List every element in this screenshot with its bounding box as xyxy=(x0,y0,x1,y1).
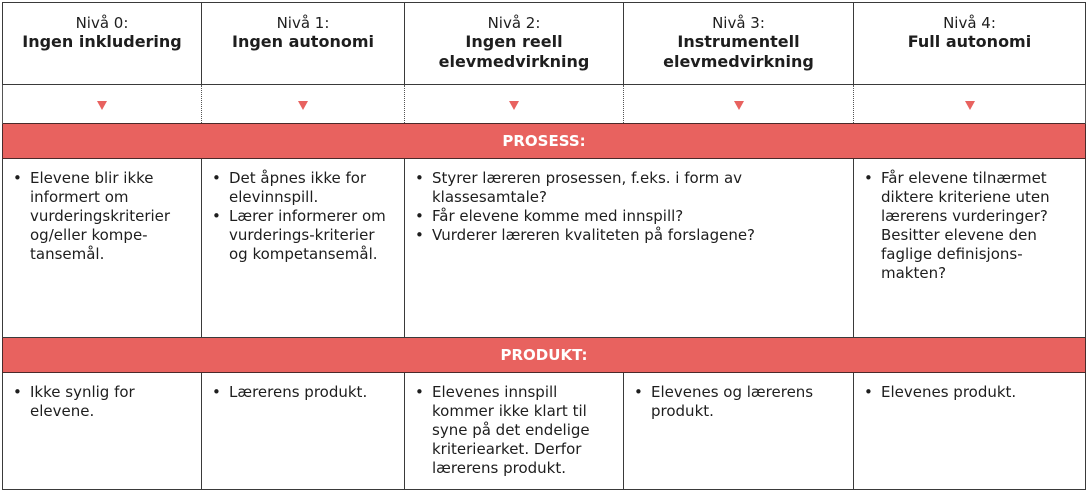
level-0-header xyxy=(3,3,202,85)
product-cell-level-4 xyxy=(854,373,1086,490)
down-triangle-icon xyxy=(97,101,107,110)
bullet-item: • Ikke synlig for elevene. xyxy=(30,383,193,421)
level-title: Ingen inkludering xyxy=(22,32,182,51)
process-cell-level-2-3 xyxy=(405,159,854,338)
bullet-item: • Det åpnes ikke for elevinnspill. xyxy=(229,169,396,207)
down-triangle-icon xyxy=(509,101,519,110)
process-cell-level-4 xyxy=(854,159,1086,338)
process-cell-level-1 xyxy=(202,159,405,338)
level-title: Ingen autonomi xyxy=(232,32,374,51)
level-label: Nivå 1: xyxy=(276,14,330,32)
product-label: PRODUKT: xyxy=(3,338,1086,373)
level-title: Full autonomi xyxy=(907,32,1032,51)
process-band xyxy=(3,124,1086,159)
level-1-header xyxy=(202,3,405,85)
product-cell-level-1 xyxy=(202,373,405,490)
product-row xyxy=(3,373,1086,490)
bullet-item: • Elevenes innspill kommer ikke klart til syne på det endelige kriteriearket. Derfor lærerens produkt. xyxy=(432,383,615,478)
level-3-header xyxy=(624,3,854,85)
arrow-row xyxy=(3,85,1086,124)
level-label: Nivå 2: xyxy=(487,14,541,32)
bullet-item: • Elevenes og lærerens produkt. xyxy=(651,383,845,421)
level-title: Ingen reell elevmedvirkning xyxy=(438,32,590,71)
product-cell-level-3 xyxy=(624,373,854,490)
bullet-item: • Får elevene tilnærmet diktere kriteriene uten lærerens vurderinger? Besitter elevene den faglige definisjons-makten? xyxy=(881,169,1077,283)
bullet-item: • Elevene blir ikke informert om vurderingskriterier og/eller kompe-tansemål. xyxy=(30,169,193,264)
level-4-header xyxy=(854,3,1086,85)
level-2-header xyxy=(405,3,624,85)
process-cell-level-0 xyxy=(3,159,202,338)
process-row xyxy=(3,159,1086,338)
product-cell-level-0 xyxy=(3,373,202,490)
level-label: Nivå 0: xyxy=(75,14,129,32)
header-row xyxy=(3,3,1086,85)
level-label: Nivå 4: xyxy=(943,14,996,32)
level-title: Instrumentell elevmedvirkning xyxy=(663,32,814,71)
levels-table xyxy=(2,2,1086,490)
bullet-item: • Lærer informerer om vurderings-kriterier og kompetansemål. xyxy=(229,207,396,264)
product-band xyxy=(3,338,1086,373)
level-label: Nivå 3: xyxy=(712,14,765,32)
bullet-item: • Lærerens produkt. xyxy=(229,383,396,402)
down-triangle-icon xyxy=(734,101,744,110)
bullet-item: • Elevenes produkt. xyxy=(881,383,1077,402)
bullet-item: • Får elevene komme med innspill? xyxy=(432,207,845,226)
bullet-item: • Styrer læreren prosessen, f.eks. i form av klassesamtale? xyxy=(432,169,845,207)
down-triangle-icon xyxy=(965,101,975,110)
process-label: PROSESS: xyxy=(3,124,1086,159)
product-cell-level-2 xyxy=(405,373,624,490)
bullet-item: • Vurderer læreren kvaliteten på forslagene? xyxy=(432,226,845,245)
down-triangle-icon xyxy=(298,101,308,110)
